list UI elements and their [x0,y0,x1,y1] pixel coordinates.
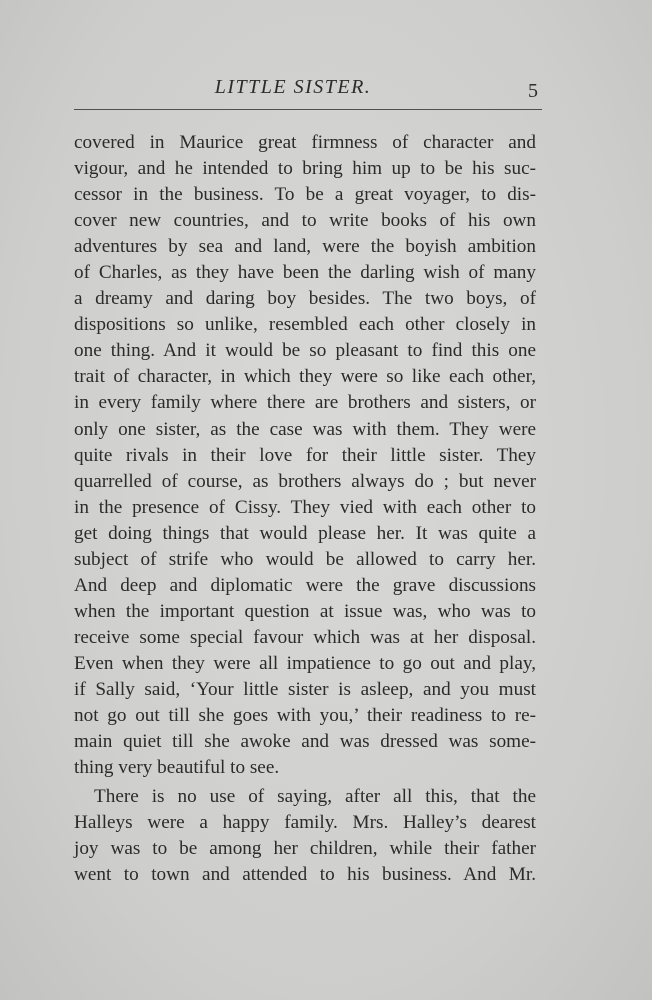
text-line: receive some special favour which was at her disposal. [74,626,536,648]
text-line: quarrelled of course, as brothers always do ; but never [74,470,536,492]
text-line: not go out till she goes with you,’ their readiness to re- [74,705,536,727]
text-line: only one sister, as the case was with them. They were [74,418,536,440]
page-number: 5 [528,80,538,102]
text-line: get doing things that would please her. It was quite a [74,522,536,544]
text-line: joy was to be among her children, while their father [74,838,536,860]
text-line: trait of character, in which they were so like each other, [74,366,536,388]
text-line: covered in Maurice great firmness of character and [74,132,536,153]
text-line: Even when they were all impatience to go out and play, [74,652,536,674]
text-line: a dreamy and daring boy besides. The two boys, of [74,288,536,310]
text-line: There is no use of saying, after all this, that the [94,786,536,808]
text-line: thing very beautiful to see. [74,757,280,779]
text-line: dispositions so unlike, resembled each other closely in [74,314,536,336]
text-line: of Charles, as they have been the darling wish of many [74,262,536,284]
text-line: cessor in the business. To be a great voyager, to dis- [74,184,536,206]
header-rule [74,109,542,110]
page-header [72,76,542,102]
text-line: adventures by sea and land, were the boyish ambition [74,236,536,258]
text-line: in the presence of Cissy. They vied with each other to [74,496,536,518]
text-line: cover new countries, and to write books of his own [74,210,536,232]
paragraph [74,784,536,888]
text-line: vigour, and he intended to bring him up to be his suc- [74,158,536,180]
text-line: subject of strife who would be allowed to carry her. [74,548,536,570]
text-line: Halleys were a happy family. Mrs. Halley’s dearest [74,812,536,834]
text-line: when the important question at issue was, who was to [74,600,536,622]
body-text [74,130,536,888]
text-line: main quiet till she awoke and was dressed was some- [74,731,536,753]
text-line: in every family where there are brothers and sisters, or [74,392,536,414]
text-line: one thing. And it would be so pleasant to find this one [74,340,536,362]
text-line: quite rivals in their love for their little sister. They [74,444,536,466]
text-line: if Sally said, ‘Your little sister is asleep, and you must [74,678,536,700]
paragraph [74,130,536,781]
running-title: LITTLE SISTER. [214,76,372,98]
text-line: And deep and diplomatic were the grave discussions [74,574,536,596]
text-line: went to town and attended to his business. And Mr. [74,864,536,886]
